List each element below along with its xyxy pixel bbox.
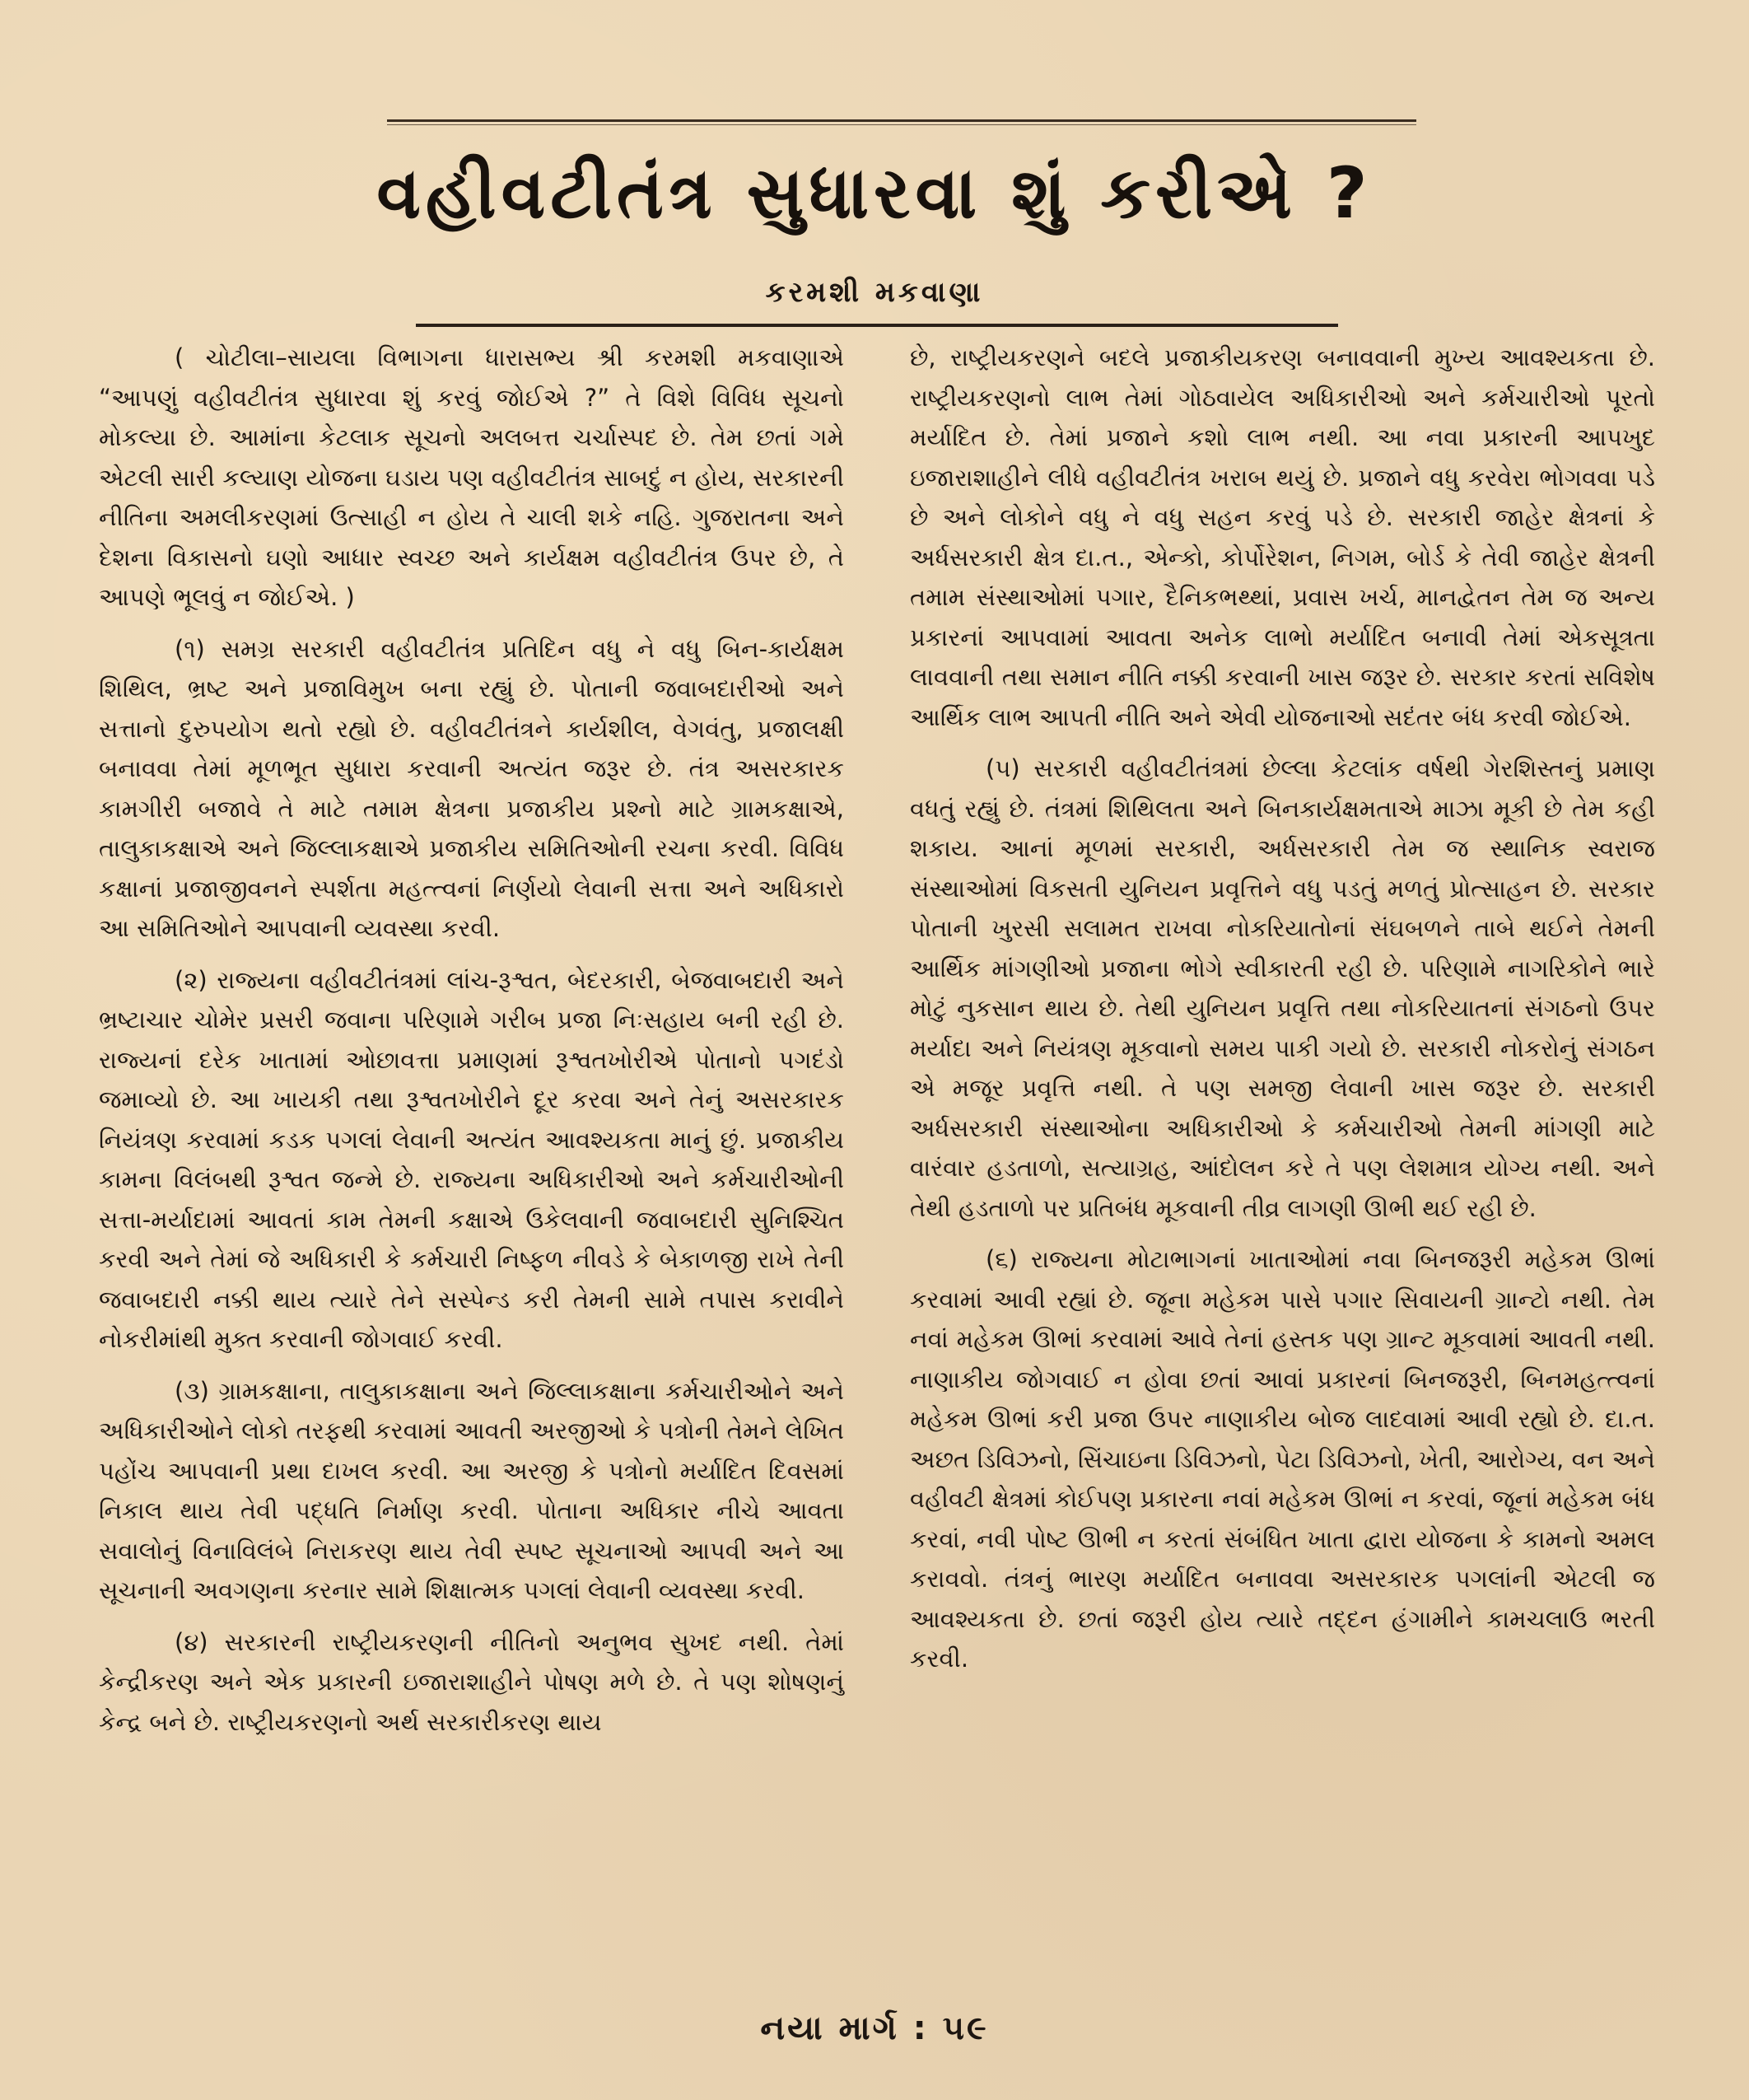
article-author: કરમશી મકવાણા [765,276,984,309]
intro-paragraph: ( ચોટીલા–સાયલા વિભાગના ધારાસભ્ય શ્રી કરમશી મકવાણાએ “આપણું વહીવટીતંત્ર સુધારવા શું કરવું જોઈએ ?” તે વિશે વિવિધ સૂચનો મોકલ્યા છે. આમાંના કેટલાક સૂચનો અલબત્ત ચર્ચાસ્પદ છે. તેમ છતાં ગમે એટલી સારી કલ્યાણ યોજના ઘડાય પણ વહીવટીતંત્ર સાબદું ન હોય, સરકારની નીતિના અમલીકરણમાં ઉત્સાહી ન હોય તે ચાલી શકે નહિ. ગુજરાતના અને દેશના વિકાસનો ઘણો આધાર સ્વચ્છ અને કાર્યક્ષમ વહીવટીતંત્ર ઉપર છે, તે આપણે ભૂલવું ન જોઈએ. ) [99,343,844,611]
point-4-continued-paragraph: છે, રાષ્ટ્રીયકરણને બદલે પ્રજાકીયકરણ બનાવવાની મુખ્ય આવશ્યકતા છે. રાષ્ટ્રીયકરણનો લાભ તેમાં ગોઠવાયેલ અધિકારીઓ અને કર્મચારીઓ પૂરતો મર્યાદિત છે. તેમાં પ્રજાને કશો લાભ નથી. આ નવા પ્રકારની આપખુદ ઇજારાશાહીને લીધે વહીવટીતંત્ર ખરાબ થયું છે. પ્રજાને વધુ કરવેરા ભોગવવા પડે છે અને લોકોને વધુ ને વધુ સહન કરવું પડે છે. સરકારી જાહેર ક્ષેત્રનાં કે અર્ધસરકારી ક્ષેત્ર દા.ત., એન્કો, કોર્પોરેશન, નિગમ, બોર્ડ કે તેવી જાહેર ક્ષેત્રની તમામ સંસ્થાઓમાં પગાર, દૈનિકભથ્થાં, પ્રવાસ ખર્ચ, માનદ્વેતન તેમ જ અન્ય પ્રકારનાં આપવામાં આવતા અનેક લાભો મર્યાદિત બનાવી તેમાં એકસૂત્રતા લાવવાની તથા સમાન નીતિ નક્કી કરવાની ખાસ જરૂર છે. સરકાર કરતાં સવિશેષ આર્થિક લાભ આપતી નીતિ અને એવી યોજનાઓ સદંતર બંધ કરવી જોઈએ. [910,343,1655,731]
point-6-paragraph: (૬) રાજ્યના મોટાભાગનાં ખાતાઓમાં નવા બિનજરૂરી મહેકમ ઊભાં કરવામાં આવી રહ્યાં છે. જૂના મહેકમ પાસે પગાર સિવાયની ગ્રાન્ટો નથી. તેમ નવાં મહેકમ ઊભાં કરવામાં આવે તેનાં હસ્તક પણ ગ્રાન્ટ મૂકવામાં આવતી નથી. નાણાકીય જોગવાઈ ન હોવા છતાં આવાં પ્રકારનાં બિનજરૂરી, બિનમહત્ત્વનાં મહેકમ ઊભાં કરી પ્રજા ઉપર નાણાકીય બોજ લાદવામાં આવી રહ્યો છે. દા.ત. અછત ડિવિઝનો, સિંચાઇના ડિવિઝનો, પેટા ડિવિઝનો, ખેતી, આરોગ્ય, વન અને વહીવટી ક્ષેત્રમાં કોઈપણ પ્રકારના નવાં મહેકમ ઊભાં ન કરવાં, જૂનાં મહેકમ બંધ કરવાં, નવી પોષ્ટ ઊભી ન કરતાં સંબંધિત ખાતા દ્વારા યોજના કે કામનો અમલ કરાવવો. તંત્રનું ભારણ મર્યાદિત બનાવવા અસરકારક પગલાંની એટલી જ આવશ્યકતા છે. છતાં જરૂરી હોય ત્યારે તદ્દન હંગામીને કામચલાઉ ભરતી કરવી. [910,1245,1655,1673]
point-4-paragraph: (૪) સરકારની રાષ્ટ્રીયકરણની નીતિનો અનુભવ સુખદ નથી. તેમાં કેન્દ્રીકરણ અને એક પ્રકારની ઇજારાશાહીને પોષણ મળે છે. તે પણ શોષણનું કેન્દ્ર બને છે. રાષ્ટ્રીયકરણનો અર્થ સરકારીકરણ થાય [99,1627,844,1736]
point-3-paragraph: (૩) ગ્રામકક્ષાના, તાલુકાકક્ષાના અને જિલ્લાકક્ષાના કર્મચારીઓને અને અધિકારીઓને લોકો તરફથી કરવામાં આવતી અરજીઓ કે પત્રોની તેમને લેખિત પહોંચ આપવાની પ્રથા દાખલ કરવી. આ અરજી કે પત્રોનો મર્યાદિત દિવસમાં નિકાલ થાય તેવી પદ્ધતિ નિર્માણ કરવી. પોતાના અધિકાર નીચે આવતા સવાલોનું વિનાવિલંબે નિરાકરણ થાય તેવી સ્પષ્ટ સૂચનાઓ આપવી અને આ સૂચનાની અવગણના કરનાર સામે શિક્ષાત્મક પગલાં લેવાની વ્યવસ્થા કરવી. [99,1376,844,1604]
right-column [910,338,1655,1691]
left-column [99,338,844,1753]
page-footer: નયા માર્ગ : ૫૯ [760,2009,989,2047]
point-2-paragraph: (૨) રાજ્યના વહીવટીતંત્રમાં લાંચ-રૂશ્વત, બેદરકારી, બેજવાબદારી અને ભ્રષ્ટાચાર ચોમેર પ્રસરી જવાના પરિણામે ગરીબ પ્રજા નિઃસહાય બની રહી છે. રાજ્યનાં દરેક ખાતામાં ઓછાવત્તા પ્રમાણમાં રૂશ્વતખોરીએ પોતાનો પગદંડો જમાવ્યો છે. આ ખાયકી તથા રૂશ્વતખોરીને દૂર કરવા અને તેનું અસરકારક નિયંત્રણ કરવામાં કડક પગલાં લેવાની અત્યંત આવશ્યકતા માનું છું. પ્રજાકીય કામના વિલંબથી રૂશ્વત જન્મે છે. રાજ્યના અધિકારીઓ અને કર્મચારીઓની સત્તા-મર્યાદામાં આવતાં કામ તેમની કક્ષાએ ઉકેલવાની જવાબદારી સુનિશ્ચિત કરવી અને તેમાં જે અધિકારી કે કર્મચારી નિષ્ફળ નીવડે કે બેકાળજી રાખે તેની જવાબદારી નક્કી થાય ત્યારે તેને સસ્પેન્ડ કરી તેમની સામે તપાસ કરાવીને નોકરીમાંથી મુક્ત કરવાની જોગવાઈ કરવી. [99,965,844,1353]
top-double-rule [387,119,1416,125]
author-underline-rule [416,324,1338,327]
point-5-paragraph: (૫) સરકારી વહીવટીતંત્રમાં છેલ્લા કેટલાંક વર્ષથી ગેરશિસ્તનું પ્રમાણ વધતું રહ્યું છે. તંત્રમાં શિથિલતા અને બિનકાર્યક્ષમતાએ માઝા મૂકી છે તેમ કહી શકાય. આનાં મૂળમાં સરકારી, અર્ધસરકારી તેમ જ સ્થાનિક સ્વરાજ સંસ્થાઓમાં વિકસતી યુનિયન પ્રવૃત્તિને વધુ પડતું મળતું પ્રોત્સાહન છે. સરકાર પોતાની ખુરસી સલામત રાખવા નોકરિયાતોનાં સંઘબળને તાબે થઈને તેમની આર્થિક માંગણીઓ પ્રજાના ભોગે સ્વીકારતી રહી છે. પરિણામે નાગરિકોને ભારે મોટું નુકસાન થાય છે. તેથી યુનિયન પ્રવૃત્તિ તથા નોકરિયાતનાં સંગઠનો ઉપર મર્યાદા અને નિયંત્રણ મૂકવાનો સમય પાકી ગયો છે. સરકારી નોકરોનું સંગઠન એ મજૂર પ્રવૃત્તિ નથી. તે પણ સમજી લેવાની ખાસ જરૂર છે. સરકારી અર્ધસરકારી સંસ્થાઓના અધિકારીઓ કે કર્મચારીઓ તેમની માંગણી માટે વારંવાર હડતાળો, સત્યાગ્રહ, આંદોલન કરે તે પણ લેશમાત્ર યોગ્ય નથી. અને તેથી હડતાળો પર પ્રતિબંધ મૂકવાની તીવ્ર લાગણી ઊભી થઈ રહી છે. [910,754,1655,1222]
point-1-paragraph: (૧) સમગ્ર સરકારી વહીવટીતંત્ર પ્રતિદિન વધુ ને વધુ બિન-કાર્યક્ષમ શિથિલ, ભ્રષ્ટ અને પ્રજાવિમુખ બના રહ્યું છે. પોતાની જવાબદારીઓ અને સત્તાનો દુરુપયોગ થતો રહ્યો છે. વહીવટીતંત્રને કાર્યશીલ, વેગવંતુ, પ્રજાલક્ષી બનાવવા તેમાં મૂળભૂત સુધારા કરવાની અત્યંત જરૂર છે. તંત્ર અસરકારક કામગીરી બજાવે તે માટે તમામ ક્ષેત્રના પ્રજાકીય પ્રશ્નો માટે ગ્રામકક્ષાએ, તાલુકાકક્ષાએ અને જિલ્લાકક્ષાએ પ્રજાકીય સમિતિઓની રચના કરવી. વિવિધ કક્ષાનાં પ્રજાજીવનને સ્પર્શતા મહત્ત્વનાં નિર્ણયો લેવાની સત્તા અને અધિકારો આ સમિતિઓને આપવાની વ્યવસ્થા કરવી. [99,634,844,942]
article-title: વહીવટીતંત્ર સુધારવા શું કરીએ ? [376,152,1373,235]
